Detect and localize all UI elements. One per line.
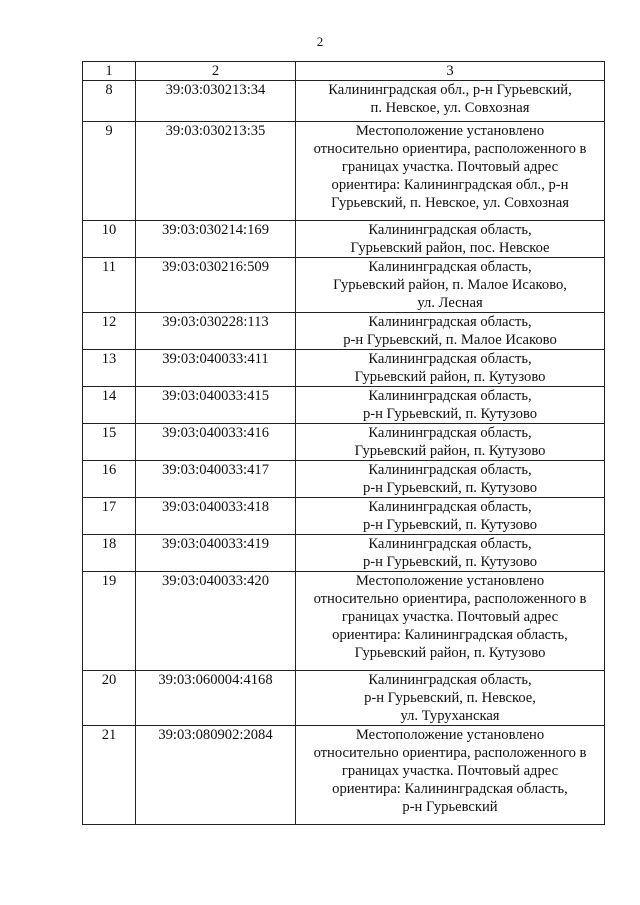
row-number: 14 bbox=[83, 387, 136, 424]
table-row bbox=[83, 726, 605, 825]
row-number: 10 bbox=[83, 221, 136, 258]
column-header-address: 3 bbox=[296, 62, 605, 81]
plot-address: Калининградская область, Гурьевский район, п. Кутузово bbox=[296, 424, 605, 461]
cadastral-number: 39:03:040033:415 bbox=[136, 387, 296, 424]
cadastral-number: 39:03:030213:34 bbox=[136, 81, 296, 122]
table-row bbox=[83, 81, 605, 122]
table-row bbox=[83, 572, 605, 671]
row-number: 9 bbox=[83, 122, 136, 221]
table-row bbox=[83, 258, 605, 313]
plot-address: Калининградская область, р-н Гурьевский, п. Невское, ул. Туруханская bbox=[296, 671, 605, 726]
plot-address: Местоположение установлено относительно ориентира, расположенного в границах участка. Почтовый адрес ориентира: Калининградская область, р-н Гурьевский bbox=[296, 726, 605, 825]
table-row bbox=[83, 313, 605, 350]
plot-address: Калининградская область, р-н Гурьевский, п. Кутузово bbox=[296, 498, 605, 535]
plot-address: Калининградская область, р-н Гурьевский, п. Кутузово bbox=[296, 535, 605, 572]
cadastral-number: 39:03:030216:509 bbox=[136, 258, 296, 313]
plot-address: Калининградская область, Гурьевский район, п. Кутузово bbox=[296, 350, 605, 387]
table-row bbox=[83, 461, 605, 498]
table-row bbox=[83, 350, 605, 387]
table-header-row bbox=[83, 62, 605, 81]
column-header-cadastral: 2 bbox=[136, 62, 296, 81]
table-row bbox=[83, 387, 605, 424]
row-number: 17 bbox=[83, 498, 136, 535]
row-number: 21 bbox=[83, 726, 136, 825]
cadastral-number: 39:03:040033:419 bbox=[136, 535, 296, 572]
cadastral-number: 39:03:040033:420 bbox=[136, 572, 296, 671]
table-row bbox=[83, 122, 605, 221]
row-number: 15 bbox=[83, 424, 136, 461]
row-number: 18 bbox=[83, 535, 136, 572]
plot-address: Калининградская область, р-н Гурьевский, п. Малое Исаково bbox=[296, 313, 605, 350]
row-number: 11 bbox=[83, 258, 136, 313]
row-number: 12 bbox=[83, 313, 136, 350]
plot-address: Калининградская область, Гурьевский район, п. Малое Исаково, ул. Лесная bbox=[296, 258, 605, 313]
table-row bbox=[83, 221, 605, 258]
cadastral-number: 39:03:080902:2084 bbox=[136, 726, 296, 825]
table-row bbox=[83, 671, 605, 726]
table-row bbox=[83, 424, 605, 461]
table-row bbox=[83, 498, 605, 535]
row-number: 8 bbox=[83, 81, 136, 122]
cadastral-number: 39:03:030213:35 bbox=[136, 122, 296, 221]
land-plot-table bbox=[82, 61, 605, 825]
table-row bbox=[83, 535, 605, 572]
row-number: 19 bbox=[83, 572, 136, 671]
cadastral-number: 39:03:030228:113 bbox=[136, 313, 296, 350]
cadastral-number: 39:03:040033:418 bbox=[136, 498, 296, 535]
row-number: 13 bbox=[83, 350, 136, 387]
plot-address: Местоположение установлено относительно ориентира, расположенного в границах участка. Почтовый адрес ориентира: Калининградская область, Гурьевский район, п. Кутузово bbox=[296, 572, 605, 671]
cadastral-number: 39:03:060004:4168 bbox=[136, 671, 296, 726]
cadastral-number: 39:03:040033:417 bbox=[136, 461, 296, 498]
plot-address: Калининградская область, р-н Гурьевский, п. Кутузово bbox=[296, 461, 605, 498]
page-number: 2 bbox=[316, 34, 324, 49]
cadastral-number: 39:03:030214:169 bbox=[136, 221, 296, 258]
plot-address: Местоположение установлено относительно ориентира, расположенного в границах участка. Почтовый адрес ориентира: Калининградская обл., р-н Гурьевский, п. Невское, ул. Совхозная bbox=[296, 122, 605, 221]
plot-address: Калининградская область, Гурьевский район, пос. Невское bbox=[296, 221, 605, 258]
column-header-number: 1 bbox=[83, 62, 136, 81]
cadastral-number: 39:03:040033:411 bbox=[136, 350, 296, 387]
plot-address: Калининградская обл., р-н Гурьевский, п. Невское, ул. Совхозная bbox=[296, 81, 605, 122]
row-number: 16 bbox=[83, 461, 136, 498]
row-number: 20 bbox=[83, 671, 136, 726]
plot-address: Калининградская область, р-н Гурьевский, п. Кутузово bbox=[296, 387, 605, 424]
cadastral-number: 39:03:040033:416 bbox=[136, 424, 296, 461]
